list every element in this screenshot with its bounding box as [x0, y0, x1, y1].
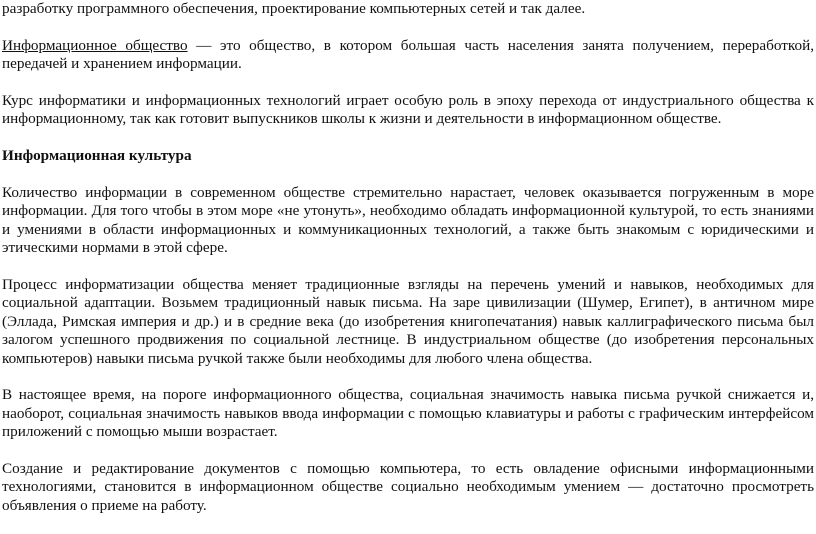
paragraph-present-time: В настоящее время, на пороге информационного общества, социальная значимость навыка письма ручкой снижается и, наоборот, социальная значимость навыков ввода информации с помощью клавиатуры и работы с графическим интерфейсом приложений с помощью мыши возрастает.	[2, 386, 814, 441]
definition-paragraph	[2, 37, 814, 74]
paragraph-document-creation: Создание и редактирование документов с помощью компьютера, то есть овладение офисными информационными технологиями, становится в информационном обществе социально необходимым умением — достаточно просмотреть объявления о приеме на работу.	[2, 460, 814, 514]
paragraph-informatization-process: Процесс информатизации общества меняет традиционные взгляды на перечень умений и навыков, необходимых для социальной адаптации. Возьмем традиционный навык письма. На заре цивилизации (Шумер, Египет), в античном мире (Эллада, Римская империя и др.) и в средние века (до изобретения книгопечатания) навык каллиграфического письма был залогом успешного продвижения по социальной лестнице. В индустриальном обществе (до изобретения персональных компьютеров) навыки письма ручкой также были необходимы для любого члена общества.	[2, 276, 814, 367]
definition-text: — это общество, в котором большая часть населения занята получением, переработкой, передачей и хранением информации.	[2, 36, 814, 73]
course-paragraph: Курс информатики и информационных технологий играет особую роль в эпоху перехода от индустриального общества к информационному, так как готовит выпускников школы к жизни и деятельности в информационном обществе.	[2, 92, 814, 128]
paragraph-information-amount: Количество информации в современном обществе стремительно нарастает, человек оказывается погруженным в море информации. Для того чтобы в этом море «не утонуть», необходимо обладать информационной культурой, то есть знаниями и умениями в области информационных и коммуникационных технологий, а также быть знакомым с юридическими и этическими нормами в этой сфере.	[2, 184, 814, 257]
defined-term: Информационное общество	[2, 36, 188, 54]
section-heading: Информационная культура	[2, 147, 192, 165]
document-page	[2, 0, 814, 534]
lead-fragment: разработку программного обеспечения, проектирование компьютерных сетей и так далее.	[2, 0, 586, 17]
